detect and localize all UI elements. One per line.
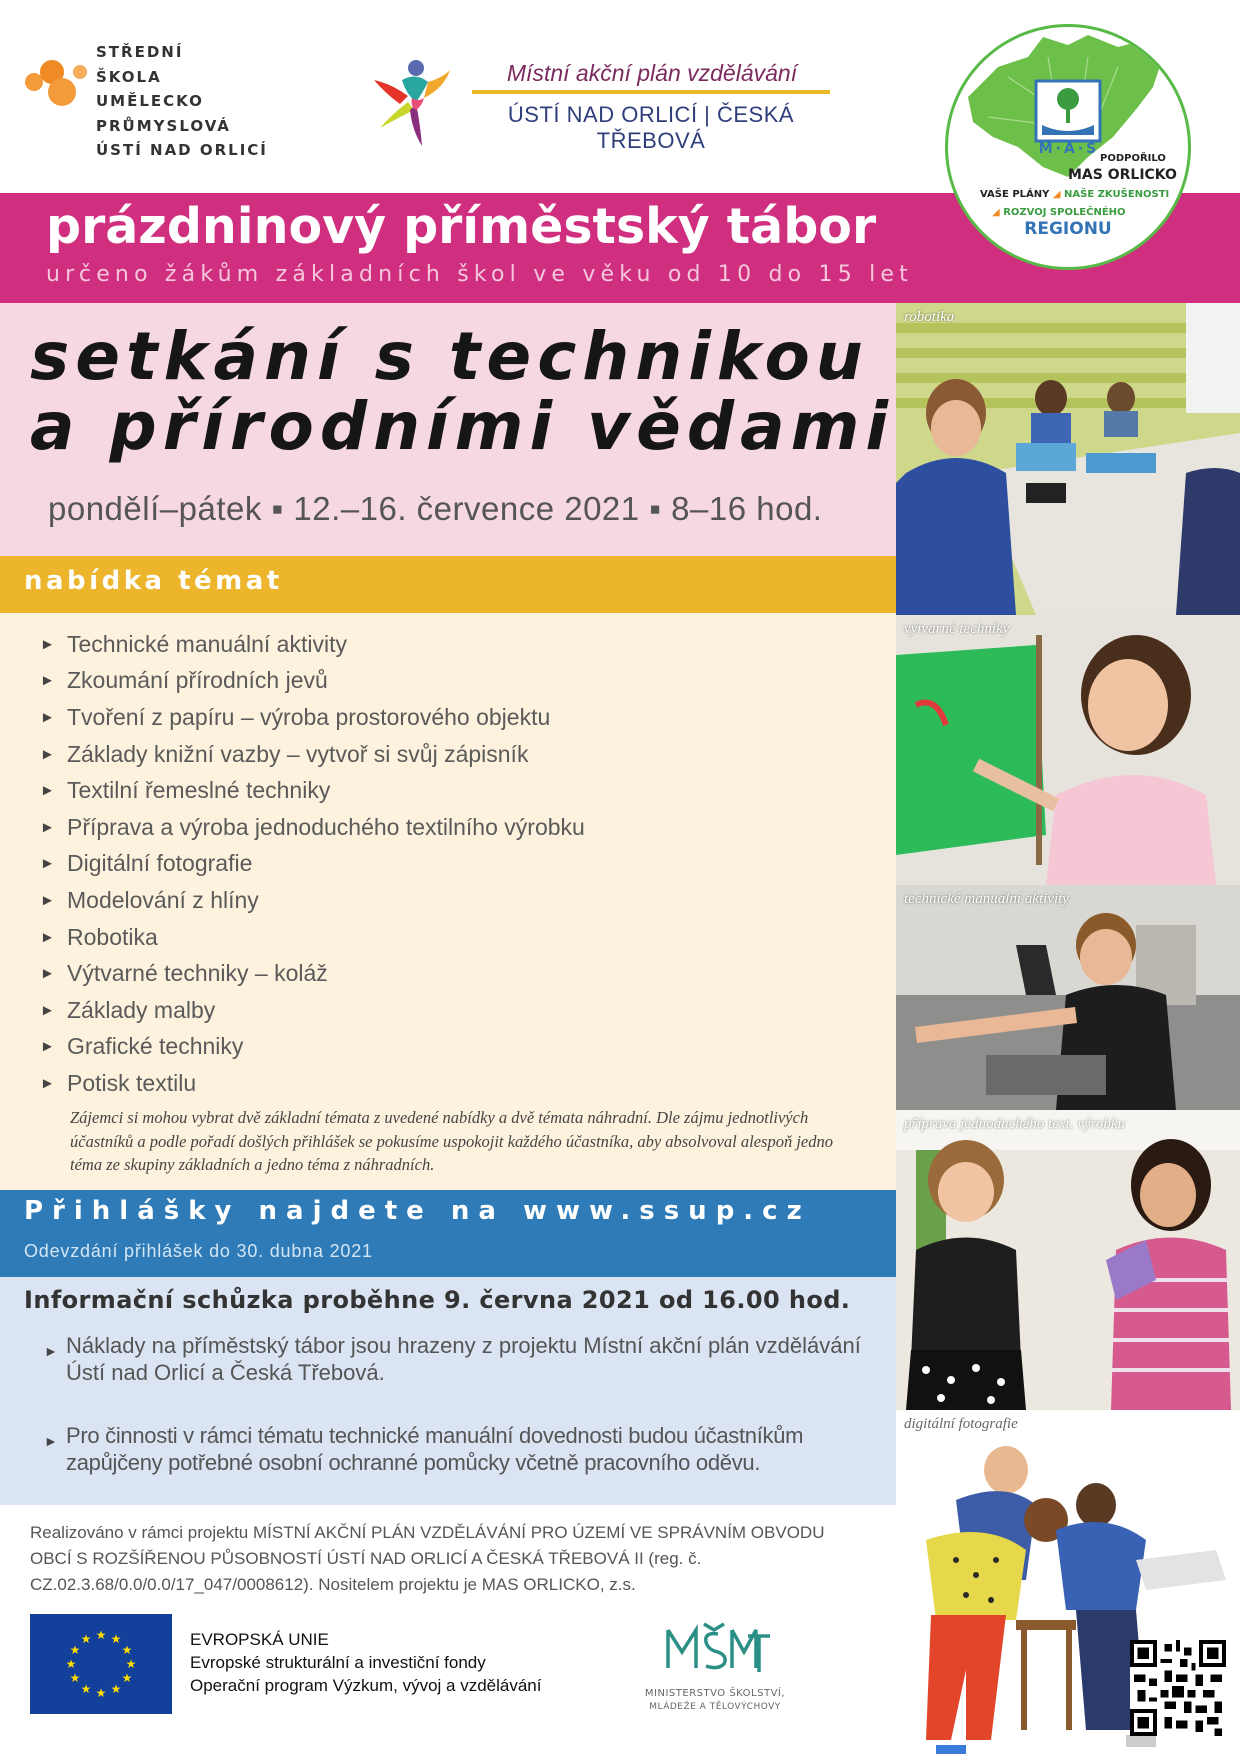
- apply-deadline: Odevzdání přihlášek do 30. dubna 2021: [24, 1241, 373, 1261]
- list-item: ► Tvoření z papíru – výroba prostorového objektu: [40, 703, 551, 730]
- map-title: Místní akční plán vzdělávání: [506, 60, 798, 86]
- photo-manual-activities: [896, 885, 1240, 1110]
- main-title-line1: setkání s technikou: [30, 318, 869, 395]
- triangle-right-icon: ►: [44, 1433, 58, 1449]
- mas-line1: [980, 189, 1169, 200]
- list-item: ► Příprava a výroba jednoduchého textilního výrobku: [40, 813, 585, 840]
- mas-line1b: NAŠE ZKUŠENOSTI: [1064, 189, 1170, 200]
- mas-line2-text: ROZVOJ SPOLEČNÉHO: [1003, 207, 1126, 218]
- textile-photo-image: [896, 1110, 1240, 1410]
- map-subtitle: ÚSTÍ NAD ORLICÍ | ČESKÁ TŘEBOVÁ: [507, 102, 795, 153]
- msmt-logo: [620, 1616, 810, 1720]
- list-item: ► Výtvarné techniky – koláž: [40, 960, 328, 987]
- photo-caption: výtvarné techniky: [904, 621, 1010, 637]
- svg-text:★: ★: [95, 1686, 107, 1700]
- workshop-photo-image: [896, 885, 1240, 1110]
- topics-list: [40, 626, 585, 1102]
- svg-text:★: ★: [95, 1628, 107, 1642]
- svg-text:★: ★: [125, 1657, 137, 1671]
- svg-text:★: ★: [80, 1682, 92, 1696]
- topics-note: Zájemci si mohou vybrat dvě základní témata z uvedené nabídky a dvě témata náhradní. Dle zájmu jednotlivých účastníků a podle pořadí došlých přihlášek se pokusíme uspokojit každého účastníka, aby absolvoval alespoň jedno téma ze skupiny základních a jedno téma z náhradních.: [70, 1108, 833, 1174]
- svg-text:★: ★: [65, 1657, 77, 1671]
- mas-orlicko-badge: [945, 24, 1191, 270]
- list-item: ► Grafické techniky: [40, 1033, 244, 1060]
- list-item: ► Základy malby: [40, 996, 216, 1023]
- triangle-right-icon: ►: [40, 672, 55, 690]
- triangle-right-icon: ►: [40, 635, 55, 653]
- mas-line2: [992, 207, 1126, 218]
- photo-caption: digitální fotografie: [904, 1416, 1018, 1432]
- svg-text:★: ★: [121, 1671, 133, 1685]
- triangle-right-icon: ►: [40, 818, 55, 836]
- event-dates: pondělí–pátek ▪ 12.–16. července 2021 ▪ 8–16 hod.: [48, 490, 823, 527]
- list-item: ► Potisk textilu: [40, 1069, 197, 1096]
- offer-title: nabídka témat: [24, 566, 283, 596]
- mas-name: MAS ORLICKO: [1068, 167, 1177, 183]
- list-item: ► Modelování z hlíny: [40, 886, 259, 913]
- svg-text:★: ★: [69, 1671, 81, 1685]
- triangle-right-icon: ►: [44, 1343, 58, 1359]
- msmt-line2: MLÁDEŽE A TĚLOVÝCHOVY: [649, 1702, 781, 1712]
- triangle-right-icon: ►: [40, 782, 55, 800]
- triangle-right-icon: ►: [40, 708, 55, 726]
- map-divider: [472, 90, 830, 94]
- photo-art-techniques: [896, 615, 1240, 885]
- svg-text:★: ★: [121, 1643, 133, 1657]
- list-item: ► Zkoumání přírodních jevů: [40, 667, 328, 694]
- svg-text:★: ★: [69, 1643, 81, 1657]
- eu-flag-icon: [30, 1614, 172, 1714]
- mas-line1a: VAŠE PLÁNY: [980, 189, 1050, 200]
- triangle-right-icon: ►: [40, 855, 55, 873]
- svg-text:★: ★: [80, 1632, 92, 1646]
- orange-bullet-icon: ◢: [992, 207, 1000, 218]
- mas-supported: PODPOŘILO: [1100, 153, 1166, 164]
- photo-textile-product: [896, 1110, 1240, 1410]
- list-item: ► Základy knižní vazby – vytvoř si svůj zápisník: [40, 740, 529, 767]
- mas-line3: REGIONU: [1024, 219, 1112, 239]
- qr-code-icon[interactable]: [1130, 1640, 1226, 1736]
- map-figure-logo-icon: [372, 58, 452, 150]
- svg-text:★: ★: [110, 1632, 122, 1646]
- info-item-equipment: ► Pro činnosti v rámci tématu technické manuální dovednosti budou účastníkům zapůjčeny potřebné osobní ochranné pomůcky včetně pracovního oděvu.: [44, 1423, 804, 1475]
- photo-caption: příprava jednoduchého text. výrobku: [904, 1116, 1126, 1132]
- mas-letters: M·A·S: [1038, 141, 1100, 157]
- banner-title: prázdninový příměstský tábor: [46, 198, 877, 255]
- project-info-text: Realizováno v rámci projektu MÍSTNÍ AKČNÍ PLÁN VZDĚLÁVÁNÍ PRO ÚZEMÍ VE SPRÁVNÍM OBVODU OBCÍ S ROZŠÍŘENOU PŮSOBNOSTÍ ÚSTÍ NAD ORLICÍ A ČESKÁ TŘEBOVÁ II (reg. č. CZ.02.3.68/0.0/0.0/17_047/0008612). Nositelem projektu je MAS ORLICKO, z.s.: [30, 1523, 825, 1594]
- school-name: STŘEDNÍ ŠKOLA UMĚLECKO PRŮMYSLOVÁ ÚSTÍ NAD ORLICÍ: [96, 43, 268, 159]
- main-title: [30, 318, 895, 465]
- photo-robotics: [896, 303, 1240, 615]
- art-photo-image: [896, 615, 1240, 885]
- msmt-line1: MINISTERSTVO ŠKOLSTVÍ,: [644, 1688, 786, 1699]
- orange-bullet-icon: ◢: [1052, 189, 1061, 200]
- list-item: ► Robotika: [40, 923, 158, 950]
- list-item: ► Technické manuální aktivity: [40, 630, 347, 657]
- triangle-right-icon: ►: [40, 891, 55, 909]
- list-item: ► Digitální fotografie: [40, 850, 253, 877]
- photo-caption: technické manuální aktivity: [904, 891, 1069, 907]
- apply-title: Přihlášky najdete na www.ssup.cz: [24, 1196, 811, 1226]
- eu-text: EVROPSKÁ UNIE Evropské strukturální a investiční fondy Operační program Výzkum, vývoj a vzdělávání: [190, 1630, 542, 1695]
- main-title-line2: a přírodními vědami: [30, 388, 895, 465]
- triangle-right-icon: ►: [40, 1001, 55, 1019]
- banner-subtitle: určeno žákům základních škol ve věku od 10 do 15 let: [46, 262, 913, 287]
- triangle-right-icon: ►: [40, 745, 55, 763]
- svg-text:★: ★: [110, 1682, 122, 1696]
- info-item-costs: ► Náklady na příměstský tábor jsou hrazeny z projektu Místní akční plán vzdělávání Ústí nad Orlicí a Česká Třebová.: [44, 1333, 861, 1385]
- school-logo-icon: [24, 58, 94, 118]
- photo-caption: robotika: [904, 309, 955, 325]
- triangle-right-icon: ►: [40, 965, 55, 983]
- msmt-mark-icon: [620, 1616, 810, 1686]
- triangle-right-icon: ►: [40, 1074, 55, 1092]
- list-item: ► Textilní řemeslné techniky: [40, 777, 331, 804]
- triangle-right-icon: ►: [40, 928, 55, 946]
- info-meeting-title: Informační schůzka proběhne 9. června 2021 od 16.00 hod.: [24, 1286, 851, 1314]
- triangle-right-icon: ►: [40, 1038, 55, 1056]
- robotics-photo-image: [896, 303, 1240, 615]
